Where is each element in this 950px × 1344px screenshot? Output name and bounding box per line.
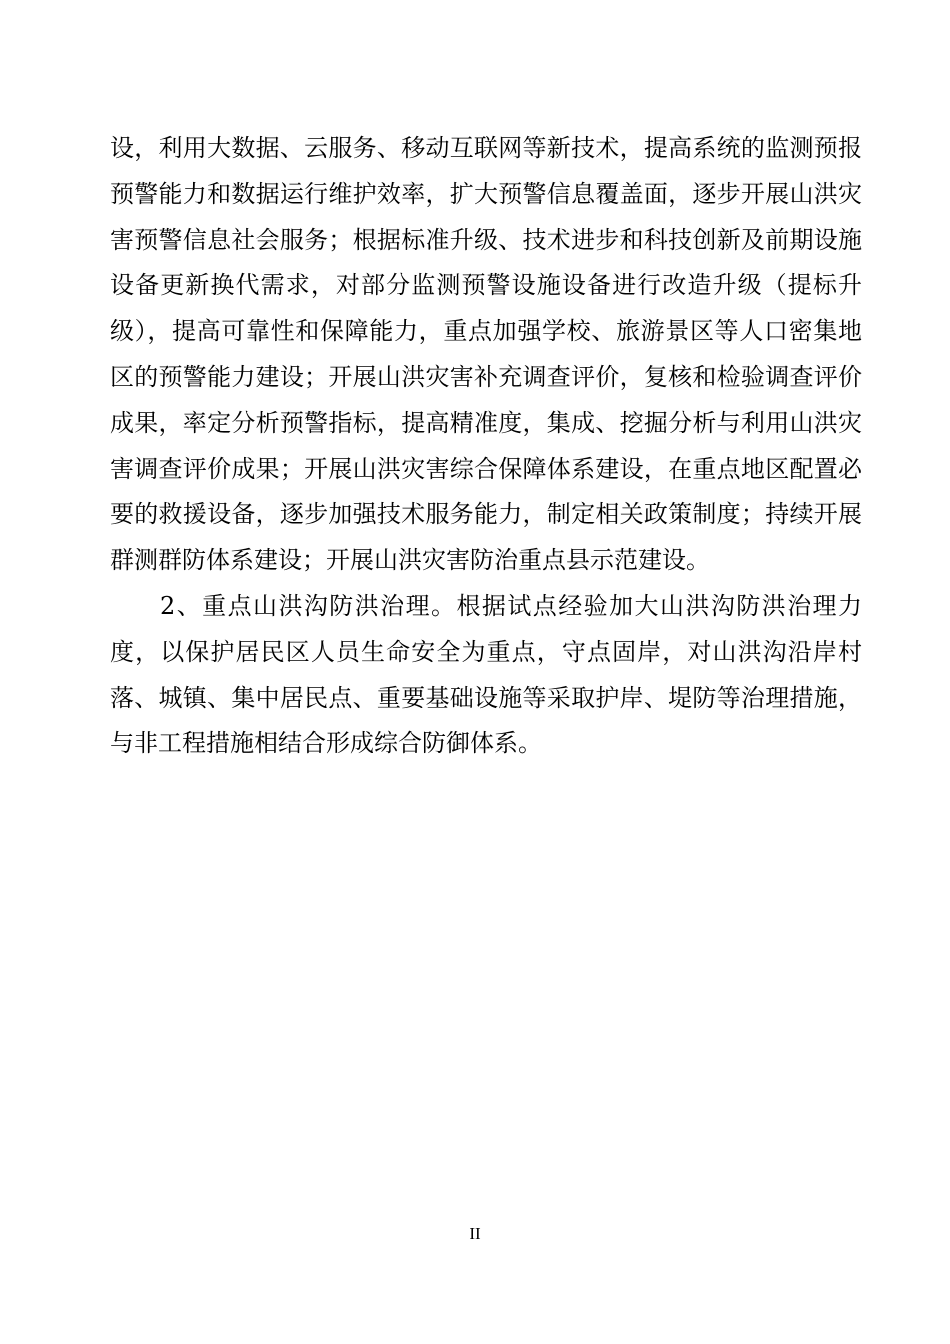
paragraph-mountain-torrent-gully-control: 2、重点山洪沟防洪治理。根据试点经验加大山洪沟防洪治理力度，以保护居民区人员生命安全为重点，守点固岸，对山洪沟沿岸村落、城镇、集中居民点、重要基础设施等采取护岸、堤防等治理措施，与非工程措施相结合形成综合防御体系。 [110,591,862,758]
body-text [110,126,862,767]
paragraph-continuation: 设，利用大数据、云服务、移动互联网等新技术，提高系统的监测预报预警能力和数据运行维护效率，扩大预警信息覆盖面，逐步开展山洪灾害预警信息社会服务；根据标准升级、技术进步和科技创新及前期设施设备更新换代需求，对部分监测预警设施设备进行改造升级（提标升级），提高可靠性和保障能力，重点加强学校、旅游景区等人口密集地区的预警能力建设；开展山洪灾害补充调查评价，复核和检验调查评价成果，率定分析预警指标，提高精准度，集成、挖掘分析与利用山洪灾害调查评价成果；开展山洪灾害综合保障体系建设，在重点地区配置必要的救援设备，逐步加强技术服务能力，制定相关政策制度；持续开展群测群防体系建设；开展山洪灾害防治重点县示范建设。 [110,134,862,575]
page-number: II [469,1224,481,1243]
